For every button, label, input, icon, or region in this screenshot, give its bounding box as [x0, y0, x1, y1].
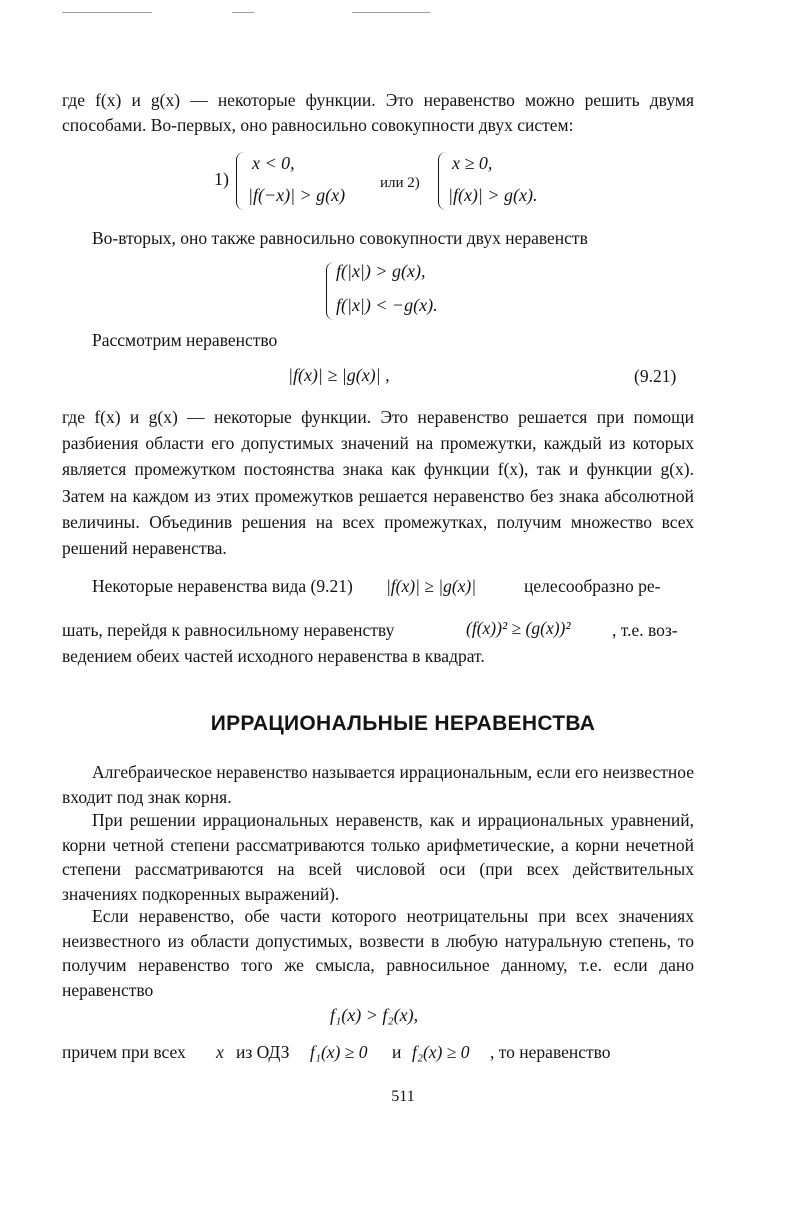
last-line-and: и [392, 1042, 402, 1062]
system-2-line-1: x ≥ 0, [452, 153, 493, 173]
last-line-cond-2: f₂(x) ≥ 0 [412, 1042, 470, 1062]
last-line-x: x [216, 1042, 224, 1062]
last-line-text-d: , то неравенство [490, 1042, 611, 1062]
scan-artifact [62, 12, 152, 13]
p5-inline-formula-1: |f(x)| ≥ |g(x)| [386, 576, 477, 596]
last-line-text-b: из ОДЗ [236, 1042, 290, 1062]
system-2-line-2: |f(x)| > g(x). [448, 185, 538, 205]
scan-artifact [352, 12, 430, 13]
equation-f1-f2: f₁(x) > f₂(x), [330, 1005, 419, 1025]
p5-line-1-end: целесообразно ре- [524, 576, 661, 596]
paragraph-definition: Алгебраическое неравенство называется иррациональным, если его неизвестное входит под знак корня. [62, 762, 694, 807]
scan-artifact [232, 12, 254, 13]
paragraph-second-way: Во-вторых, оно также равносильно совокупности двух неравенств [92, 228, 588, 248]
paragraph-power: Если неравенство, обе части которого неотрицательны при всех значениях неизвестного из области допустимых, возвести в любую натуральную степень, то получим неравенство того же смысла, равносильное данному, т.е. если дано неравенство [62, 906, 694, 1000]
p5-line-1-start: Некоторые неравенства вида (9.21) [92, 576, 353, 596]
p5-line-2-start: шать, перейдя к равносильному неравенству [62, 620, 395, 640]
system-or-label: или 2) [380, 175, 420, 191]
system-1-line-2: |f(−x)| > g(x) [248, 185, 346, 205]
p5-line-2-end: , т.е. воз- [612, 620, 678, 640]
left-brace-icon [438, 152, 447, 210]
equation-number: (9.21) [634, 366, 677, 386]
paragraph-intro: где f(x) и g(x) — некоторые функции. Это неравенство можно решить двумя способами. Во-первых, оно равносильно совокупности двух систем: [62, 90, 694, 135]
section-heading: ИРРАЦИОНАЛЬНЫЕ НЕРАВЕНСТВА [210, 712, 596, 735]
set-line-1: f(|x|) > g(x), [336, 261, 426, 281]
system-1-label: 1) [214, 169, 229, 189]
paragraph-roots: При решении иррациональных неравенств, как и иррациональных уравнений, корни четной степени рассматриваются только арифметические, а корни нечетной степени рассматриваются на всей числовой оси (при всех действительных значениях подкоренных выражений). [62, 810, 694, 904]
last-line-text-a: причем при всех [62, 1042, 186, 1062]
last-line-cond-1: f₁(x) ≥ 0 [310, 1042, 368, 1062]
page-number: 511 [391, 1088, 415, 1105]
p5-line-3: ведением обеих частей исходного неравенства в квадрат. [62, 646, 485, 666]
set-line-2: f(|x|) < −g(x). [336, 295, 438, 315]
left-square-bracket-icon [326, 262, 335, 320]
paragraph-consider: Рассмотрим неравенство [92, 330, 278, 350]
paragraph-method: где f(x) и g(x) — некоторые функции. Это неравенство решается при помощи разбиения области его допустимых значений на промежутки, каждый из которых является промежутком постоянства знака как функции f(x), так и функции g(x). Затем на каждом из этих промежутков решается неравенство без знака абсолютной величины. Объединив решения на всех промежутках, получим множество всех решений неравенства. [62, 407, 694, 559]
system-1-line-1: x < 0, [252, 153, 295, 173]
p5-inline-formula-2: (f(x))² ≥ (g(x))² [466, 618, 571, 638]
left-brace-icon [236, 152, 245, 210]
equation-9-21: |f(x)| ≥ |g(x)| , [288, 365, 390, 385]
